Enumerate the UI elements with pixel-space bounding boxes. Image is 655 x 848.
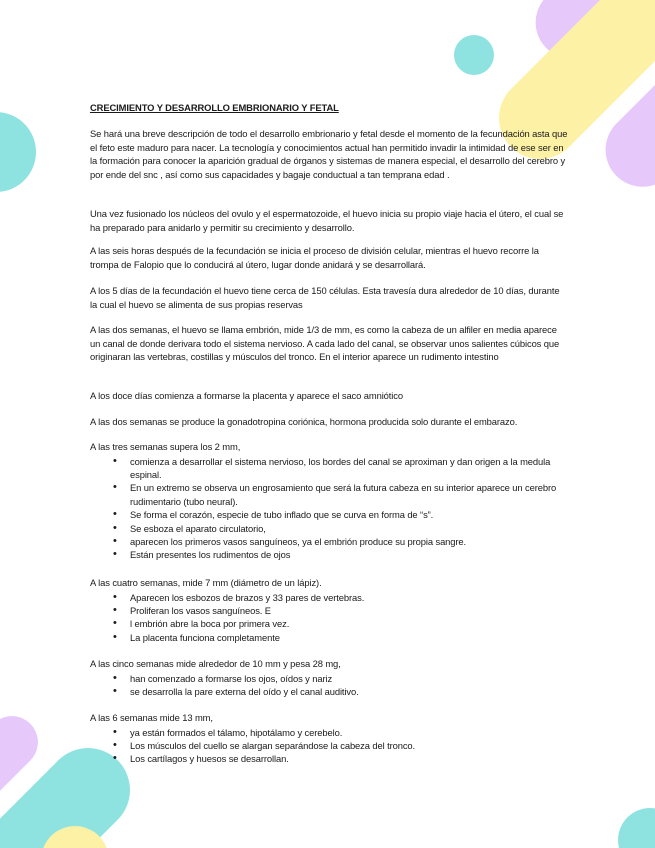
paragraph: Se hará una breve descripción de todo el desarrollo embrionario y fetal desde el momento de la fecundación asta que el feto este maduro para nacer. La tecnología y conocimientos actual han permitido invadir la intimidad de ese ser en la formación para conocer la aparición gradual de órganos y sistemas de manera especial, el desarrollo del cerebro y por ende del snc , así como sus capacidades y bagaje conductual a tan temprana edad . xyxy=(90,128,568,180)
list-item: • Están presentes los rudimentos de ojos xyxy=(130,548,568,561)
section-six-weeks xyxy=(90,711,568,766)
list-item: • Aparecen los esbozos de brazos y 33 pares de vertebras. xyxy=(130,591,568,604)
list-item: • ya están formados el tálamo, hipotálamo y cerebelo. xyxy=(130,726,568,739)
section-five-weeks xyxy=(90,657,568,698)
section-heading: A las cuatro semanas, mide 7 mm (diámetro de un lápiz). xyxy=(90,577,322,588)
paragraph: A las dos semanas, el huevo se llama embrión, mide 1/3 de mm, es como la cabeza de un alfiler en media aparece un canal de donde derivara todo el sistema nervioso. A cada lado del canal, se observar unos salientes cúbicos que originaran las vertebras, costillas y músculos del tronco. En el interior aparece un rudimento intestino xyxy=(90,324,560,363)
list-item: • Los músculos del cuello se alargan separándose la cabeza del tronco. xyxy=(130,739,568,752)
list-item: • Los cartílagos y huesos se desarrollan. xyxy=(130,752,568,765)
list-item: • La placenta funciona completamente xyxy=(130,631,568,644)
section-heading: A las cinco semanas mide alrededor de 10 mm y pesa 28 mg, xyxy=(90,658,341,669)
list-item: • l embrión abre la boca por primera vez. xyxy=(130,617,568,630)
lavender-pill-bottom xyxy=(0,716,38,791)
list-item: • Se forma el corazón, especie de tubo inflado que se curva en forma de “s”. xyxy=(130,508,568,521)
list-item: • En un extremo se observa un engrosamiento que será la futura cabeza en su interior aparece un cerebro rudimentario (tubo neural). xyxy=(130,481,568,508)
section-heading: A las 6 semanas mide 13 mm, xyxy=(90,712,213,723)
list-item: • se desarrolla la pare externa del oído y el canal auditivo. xyxy=(130,685,568,698)
section-three-weeks xyxy=(90,440,568,562)
paragraph: A las dos semanas se produce la gonadotropina coriónica, hormona producida solo durante el embarazo. xyxy=(90,416,518,427)
list-item: • Proliferan los vasos sanguíneos. E xyxy=(130,604,568,617)
decoration-bottom-right xyxy=(618,808,655,848)
document-title: CRECIMIENTO Y DESARROLLO EMBRIONARIO Y FETAL xyxy=(90,102,339,113)
teal-dot xyxy=(454,35,494,75)
paragraph: A los 5 días de la fecundación el huevo tiene cerca de 150 células. Esta travesía dura alrededor de 10 días, durante la cual el huevo se alimenta de sus propias reservas xyxy=(90,285,560,310)
bullet-list xyxy=(90,591,568,645)
paragraph: A las seis horas después de la fecundación se inicia el proceso de división celular, mientras el huevo recorre la trompa de Falopio que lo conducirá al útero, lugar donde anidará y se desarrollará. xyxy=(90,245,539,270)
list-item: • Se esboza el aparato circulatorio, xyxy=(130,522,568,535)
bullet-list xyxy=(90,726,568,766)
list-item: • comienza a desarrollar el sistema nervioso, los bordes del canal se aproximan y dan origen a la medula espinal. xyxy=(130,455,568,482)
section-four-weeks xyxy=(90,576,568,644)
list-item: • aparecen los primeros vasos sanguíneos, ya el embrión produce su propia sangre. xyxy=(130,535,568,548)
section-heading: A las tres semanas supera los 2 mm, xyxy=(90,441,241,452)
paragraph: A los doce días comienza a formarse la placenta y aparece el saco amniótico xyxy=(90,390,403,401)
paragraph: Una vez fusionado los núcleos del ovulo y el espermatozoide, el huevo inicia su propio viaje hacia el útero, el cual se ha preparado para anidarlo y permitir su crecimiento y desarrollo. xyxy=(90,208,564,233)
list-item: • han comenzado a formarse los ojos, oídos y nariz xyxy=(130,672,568,685)
bullet-list xyxy=(90,672,568,699)
decoration-left-teal xyxy=(0,112,36,192)
bullet-list xyxy=(90,455,568,562)
